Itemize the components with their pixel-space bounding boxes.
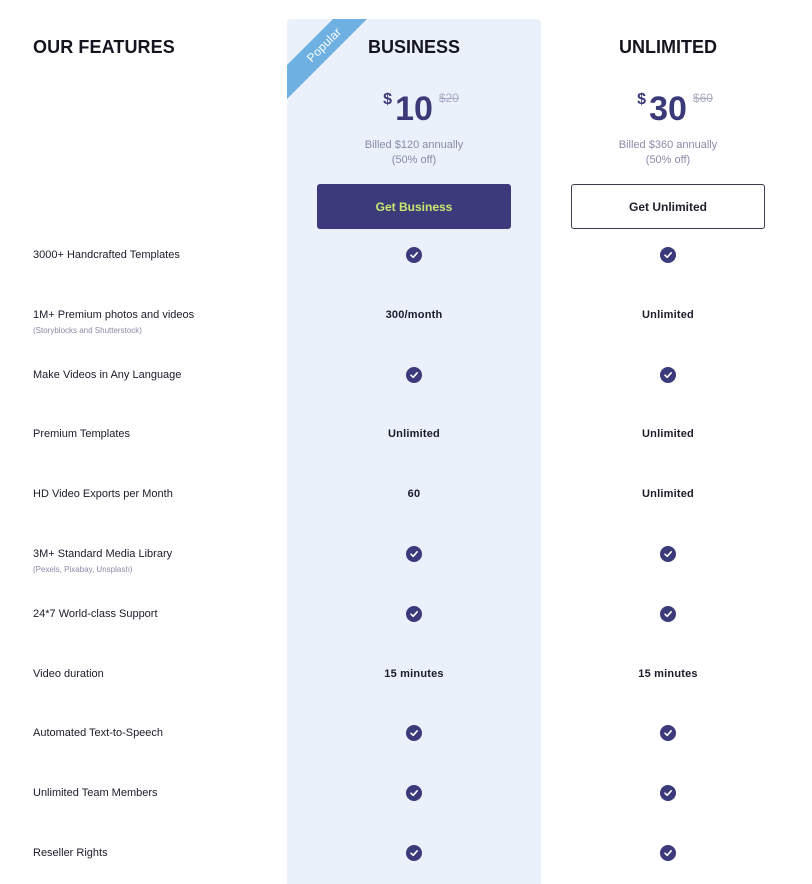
business-feature-value: 15 minutes [384,668,444,680]
unlimited-feature-value: Unlimited [642,488,694,500]
feature-label: Automated Text-to-Speech [33,727,164,739]
check-icon [660,367,676,383]
business-feature-value [287,365,541,385]
unlimited-feature-value [541,783,795,803]
unlimited-feature-value: Unlimited [642,309,694,321]
price [287,91,541,135]
business-feature-value: Unlimited [388,428,440,440]
business-feature-value [287,245,541,265]
unlimited-feature-value: Unlimited [642,428,694,440]
get-business-button[interactable]: Get Business [317,184,511,229]
check-icon [660,546,676,562]
unlimited-feature-value: 15 minutes [638,668,698,680]
feature-name [33,727,163,739]
check-icon [660,247,676,263]
unlimited-feature-value [541,365,795,385]
price-amount: 30 [649,90,687,128]
feature-sublabel: (Storyblocks and Shutterstock) [33,326,142,335]
check-icon [406,606,422,622]
check-icon [660,606,676,622]
feature-label: Unlimited Team Members [33,787,158,799]
feature-label: HD Video Exports per Month [33,488,173,500]
unlimited-feature-value [541,723,795,743]
plan-unlimited [541,37,795,168]
business-feature-value: 60 [407,488,421,500]
features-title: OUR FEATURES [33,37,175,57]
popular-badge: Popular [287,19,386,107]
feature-label: 3000+ Handcrafted Templates [33,249,180,261]
feature-row [0,309,812,365]
feature-row [0,428,812,484]
feature-label: 1M+ Premium photos and videos [33,309,195,321]
check-icon [660,725,676,741]
feature-row [0,488,812,544]
check-icon [406,845,422,861]
billing-info [541,138,795,168]
business-feature-value: 300/month [385,309,443,321]
old-price: $60 [692,91,713,105]
feature-name [33,249,180,261]
check-icon [406,367,422,383]
feature-label: Make Videos in Any Language [33,369,182,381]
feature-label: 3M+ Standard Media Library [33,548,173,560]
check-icon [660,785,676,801]
feature-name [33,369,181,381]
check-icon [406,725,422,741]
plan-name: UNLIMITED [619,37,717,57]
feature-name [33,309,194,335]
billed-annually: Billed $120 annually [364,139,464,151]
feature-name [33,428,130,440]
plan-name: BUSINESS [367,37,461,57]
feature-name [33,668,104,680]
unlimited-feature-value [541,544,795,564]
feature-label: Video duration [33,668,104,680]
feature-sublabel: (Pexels, Pixabay, Unsplash) [33,565,133,574]
feature-row [0,668,812,724]
check-icon [406,247,422,263]
check-icon [660,845,676,861]
business-feature-value [287,843,541,863]
old-price: $20 [438,91,459,105]
feature-row [0,787,812,843]
feature-row [0,608,812,664]
feature-label: Premium Templates [33,428,130,440]
check-icon [406,546,422,562]
feature-row [0,727,812,783]
billing-info [287,138,541,168]
feature-row [0,249,812,305]
currency-symbol: $ [383,91,392,108]
plan-business [287,37,541,168]
feature-name [33,608,158,620]
feature-row [0,847,812,884]
business-feature-value [287,544,541,564]
discount-note: (50% off) [645,154,691,166]
feature-row [0,548,812,604]
check-icon [406,785,422,801]
get-unlimited-button[interactable]: Get Unlimited [571,184,765,229]
billed-annually: Billed $360 annually [618,139,718,151]
currency-symbol: $ [637,91,646,108]
feature-label: Reseller Rights [33,847,108,859]
discount-note: (50% off) [391,154,437,166]
feature-name [33,488,173,500]
feature-name [33,548,172,574]
price-amount: 10 [395,90,433,128]
feature-row [0,369,812,425]
price [541,91,795,135]
feature-name [33,787,158,799]
feature-name [33,847,108,859]
business-feature-value [287,723,541,743]
business-feature-value [287,604,541,624]
unlimited-feature-value [541,604,795,624]
business-feature-value [287,783,541,803]
feature-label: 24*7 World-class Support [33,608,158,620]
unlimited-feature-value [541,245,795,265]
unlimited-feature-value [541,843,795,863]
